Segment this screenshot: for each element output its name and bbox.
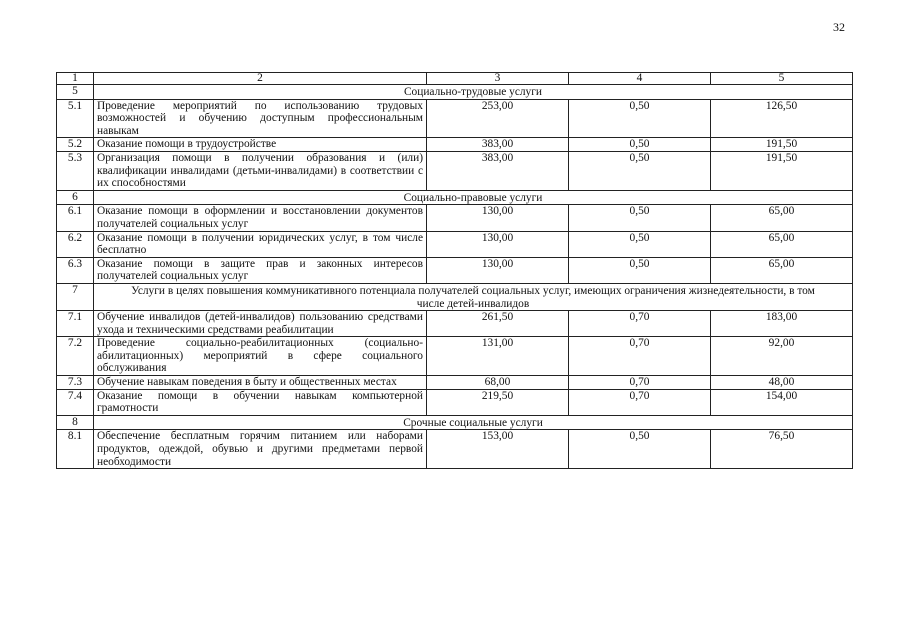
total-value: 65,00 [711, 231, 853, 257]
item-number: 6.2 [57, 231, 94, 257]
tariff-value: 130,00 [427, 231, 569, 257]
total-value: 48,00 [711, 376, 853, 390]
tariff-value: 261,50 [427, 311, 569, 337]
section-title: Социально-трудовые услуги [94, 85, 853, 100]
section-title: Услуги в целях повышения коммуникативного потенциала получателей социальных услуг, имеющих ограничения жизнедеятельности, в том числе детей-инвалидов [94, 283, 853, 310]
coefficient-value: 0,50 [569, 430, 711, 469]
service-name: Обучение инвалидов (детей-инвалидов) пользованию средствами ухода и техническими средствами реабилитации [94, 311, 427, 337]
item-number: 7.2 [57, 337, 94, 376]
total-value: 65,00 [711, 205, 853, 231]
service-name: Оказание помощи в защите прав и законных интересов получателей социальных услуг [94, 257, 427, 283]
tariff-value: 219,50 [427, 389, 569, 415]
section-row [57, 415, 853, 430]
table-row [57, 138, 853, 152]
header-cell: 2 [94, 73, 427, 85]
service-name: Оказание помощи в оформлении и восстановлении документов получателей социальных услуг [94, 205, 427, 231]
service-name: Проведение мероприятий по использованию трудовых возможностей и обучению доступным профессиональным навыкам [94, 99, 427, 138]
item-number: 7.4 [57, 389, 94, 415]
header-cell: 1 [57, 73, 94, 85]
item-number: 7.3 [57, 376, 94, 390]
table-row [57, 257, 853, 283]
coefficient-value: 0,70 [569, 389, 711, 415]
table-row [57, 311, 853, 337]
coefficient-value: 0,70 [569, 311, 711, 337]
table-row [57, 231, 853, 257]
section-row [57, 85, 853, 100]
page-number: 32 [833, 20, 845, 34]
total-value: 191,50 [711, 138, 853, 152]
header-cell: 3 [427, 73, 569, 85]
total-value: 65,00 [711, 257, 853, 283]
section-title: Срочные социальные услуги [94, 415, 853, 430]
section-number: 6 [57, 190, 94, 205]
total-value: 154,00 [711, 389, 853, 415]
item-number: 7.1 [57, 311, 94, 337]
total-value: 126,50 [711, 99, 853, 138]
coefficient-value: 0,50 [569, 151, 711, 190]
item-number: 5.2 [57, 138, 94, 152]
coefficient-value: 0,70 [569, 337, 711, 376]
section-row [57, 283, 853, 310]
total-value: 191,50 [711, 151, 853, 190]
header-cell: 5 [711, 73, 853, 85]
tariff-value: 153,00 [427, 430, 569, 469]
service-name: Проведение социально-реабилитационных (социально-абилитационных) мероприятий в сфере социального обслуживания [94, 337, 427, 376]
item-number: 5.1 [57, 99, 94, 138]
section-number: 7 [57, 283, 94, 310]
total-value: 92,00 [711, 337, 853, 376]
tariff-value: 383,00 [427, 138, 569, 152]
coefficient-value: 0,50 [569, 99, 711, 138]
table-row [57, 376, 853, 390]
coefficient-value: 0,50 [569, 205, 711, 231]
item-number: 6.1 [57, 205, 94, 231]
table-row [57, 151, 853, 190]
coefficient-value: 0,70 [569, 376, 711, 390]
tariff-value: 130,00 [427, 257, 569, 283]
tariff-value: 130,00 [427, 205, 569, 231]
coefficient-value: 0,50 [569, 138, 711, 152]
service-name: Организация помощи в получении образования и (или) квалификации инвалидами (детьми-инвалидами) в соответствии с их способностями [94, 151, 427, 190]
services-table-body [57, 73, 853, 469]
table-row [57, 430, 853, 469]
service-name: Обучение навыкам поведения в быту и общественных местах [94, 376, 427, 390]
service-name: Оказание помощи в получении юридических услуг, в том числе бесплатно [94, 231, 427, 257]
section-row [57, 190, 853, 205]
total-value: 183,00 [711, 311, 853, 337]
tariff-value: 131,00 [427, 337, 569, 376]
tariff-value: 68,00 [427, 376, 569, 390]
item-number: 6.3 [57, 257, 94, 283]
table-row [57, 99, 853, 138]
coefficient-value: 0,50 [569, 257, 711, 283]
table-row [57, 389, 853, 415]
services-table [56, 72, 853, 469]
header-cell: 4 [569, 73, 711, 85]
service-name: Оказание помощи в обучении навыкам компьютерной грамотности [94, 389, 427, 415]
total-value: 76,50 [711, 430, 853, 469]
tariff-value: 253,00 [427, 99, 569, 138]
item-number: 8.1 [57, 430, 94, 469]
item-number: 5.3 [57, 151, 94, 190]
table-row [57, 205, 853, 231]
table-row [57, 337, 853, 376]
service-name: Обеспечение бесплатным горячим питанием или наборами продуктов, одеждой, обувью и другими предметами первой необходимости [94, 430, 427, 469]
coefficient-value: 0,50 [569, 231, 711, 257]
section-title: Социально-правовые услуги [94, 190, 853, 205]
service-name: Оказание помощи в трудоустройстве [94, 138, 427, 152]
table-header-row [57, 73, 853, 85]
section-number: 5 [57, 85, 94, 100]
tariff-value: 383,00 [427, 151, 569, 190]
section-number: 8 [57, 415, 94, 430]
